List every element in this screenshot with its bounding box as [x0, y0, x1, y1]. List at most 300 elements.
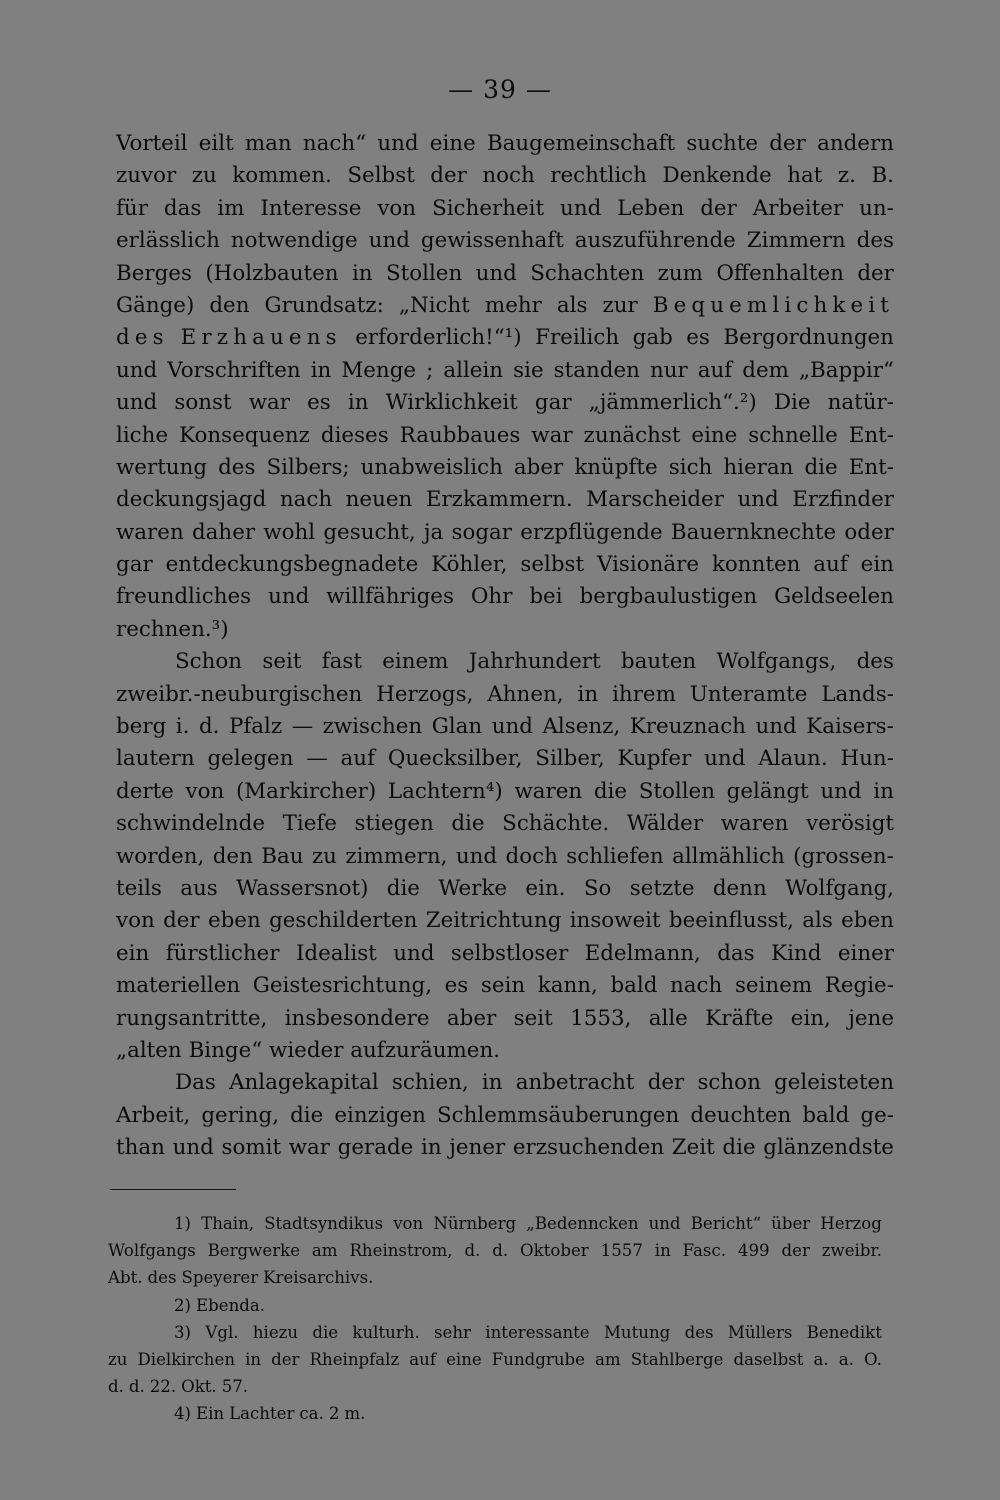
word: des — [684, 1322, 714, 1342]
word: der — [769, 131, 806, 156]
word: aber — [446, 1005, 497, 1031]
word: auf — [409, 1349, 437, 1369]
word: deckungsjagd — [116, 487, 267, 513]
word: seit — [513, 1005, 553, 1031]
word: O. — [863, 1349, 882, 1369]
word: dieses — [320, 422, 389, 448]
word: Regie- — [824, 973, 894, 999]
word: Hun- — [840, 746, 894, 772]
word: stiegen — [354, 811, 434, 837]
word: die — [312, 1322, 339, 1342]
word: Jahrhundert — [468, 649, 601, 675]
word: derte — [116, 778, 174, 804]
word: der — [857, 260, 894, 286]
word: Bau — [261, 843, 304, 869]
word: (Markircher) — [235, 778, 377, 804]
word: Arbeit, — [116, 1102, 191, 1128]
word: Kreisarchivs. — [263, 1268, 374, 1288]
word: zur — [602, 292, 638, 318]
word: Idealist — [295, 940, 377, 966]
footnote-line — [108, 1373, 882, 1400]
word: „alten — [116, 1037, 182, 1063]
word: anbetracht — [515, 1070, 635, 1096]
text-line — [116, 1003, 894, 1035]
text-line — [116, 679, 894, 711]
word: auf — [340, 746, 375, 772]
word: sonst — [174, 390, 232, 416]
word: in — [873, 778, 894, 804]
word: hieran — [723, 454, 794, 480]
word: schnelle — [748, 422, 838, 448]
word: seit — [262, 649, 302, 675]
word: andern — [817, 131, 894, 156]
word: Wolfgangs — [108, 1241, 196, 1261]
word: a. — [838, 1349, 854, 1369]
word: d. — [492, 1241, 509, 1261]
word: des — [856, 649, 894, 675]
word: — — [306, 746, 328, 772]
word: Rheinpfalz — [309, 1349, 400, 1369]
word: auf — [697, 357, 733, 383]
word: Ebenda. — [196, 1295, 266, 1315]
word: (Holzbauten — [205, 260, 339, 286]
word: natür- — [827, 390, 894, 416]
word: Benedikt — [806, 1322, 882, 1342]
word: der — [700, 195, 737, 221]
word: und — [560, 195, 602, 221]
word: seinem — [734, 973, 813, 999]
word: und — [491, 714, 533, 740]
word: ; — [426, 357, 434, 383]
word: 1557 — [600, 1241, 643, 1261]
word: gelängt — [726, 778, 809, 804]
word: waren — [720, 811, 789, 837]
word: Mutung — [603, 1322, 671, 1342]
word: Kaisers- — [806, 714, 894, 740]
word: Lachtern⁴) — [387, 778, 503, 804]
word: Gänge) — [116, 292, 195, 318]
word: Bauernknechte — [670, 519, 837, 545]
word: Quecksilber, — [387, 746, 523, 772]
word: Geldseelen — [774, 584, 894, 610]
word: die — [593, 778, 628, 804]
text-line — [116, 1067, 894, 1099]
word: erzsuchenden — [512, 1135, 665, 1161]
word: waren — [116, 519, 184, 545]
word: worden, — [116, 843, 205, 869]
word: d. — [108, 1377, 124, 1397]
word: beeinflusst, — [668, 908, 794, 934]
word: than — [116, 1135, 165, 1161]
word: kann, — [537, 973, 598, 999]
word: Dielkirchen — [137, 1349, 236, 1369]
word: zweibr.-neuburgischen — [116, 681, 363, 707]
word: den — [212, 843, 253, 869]
word: der — [647, 1070, 685, 1096]
word: und — [475, 260, 517, 286]
word: entdeckungsbegnadete — [165, 552, 419, 578]
word: und — [116, 357, 158, 383]
word: geleisteten — [774, 1070, 894, 1096]
word: schien, — [391, 1070, 469, 1096]
word: nach — [670, 973, 723, 999]
word: Grundsatz: — [264, 292, 384, 318]
word: in — [347, 390, 369, 416]
word: Köhler, — [431, 552, 508, 578]
word: „jämmerlich“.²) — [588, 390, 757, 416]
word: schon — [697, 1070, 761, 1096]
word: Vorteil — [116, 131, 188, 156]
word: Menge — [341, 357, 417, 383]
word: und — [377, 131, 419, 156]
word: 1553, — [570, 1005, 632, 1031]
word: Stahlberge — [630, 1349, 724, 1369]
word: mehr — [484, 292, 542, 318]
word: selbst — [520, 552, 585, 578]
word: 1) — [174, 1214, 192, 1233]
word: ca. — [299, 1404, 324, 1424]
word: des — [147, 1268, 177, 1288]
word: Vgl. — [205, 1322, 239, 1342]
word: Herzogs, — [376, 681, 474, 707]
text-line — [116, 193, 894, 225]
text-line — [116, 1035, 894, 1067]
word: im — [217, 195, 245, 221]
word: ein. — [525, 875, 566, 901]
text-line — [116, 1132, 894, 1164]
word: ja — [423, 519, 444, 545]
word: sie — [513, 357, 544, 383]
word: Speyerer — [181, 1268, 259, 1288]
word: verösigt — [806, 811, 894, 837]
word: am — [311, 1241, 338, 1261]
word: in — [351, 260, 373, 286]
word: 2) — [174, 1295, 192, 1315]
word: sogar — [451, 519, 513, 545]
word: zweibr. — [821, 1241, 882, 1261]
word: Sicherheit — [432, 195, 545, 221]
text-line — [116, 517, 894, 549]
text-line — [116, 258, 894, 290]
word: eben — [841, 908, 894, 934]
word: d. — [198, 714, 220, 740]
word: war — [288, 1135, 330, 1161]
word: gar — [116, 552, 153, 578]
word: eine — [429, 131, 476, 156]
text-line — [116, 873, 894, 905]
word: suchte — [686, 131, 759, 156]
word: 2 — [328, 1404, 340, 1424]
text-line — [116, 614, 894, 646]
word: rechtlich — [550, 163, 647, 189]
word: Schlemmsäuberungen — [437, 1102, 680, 1128]
word: gar — [534, 390, 572, 416]
word: von — [185, 778, 225, 804]
word: Bergordnungen — [723, 325, 894, 351]
word: willfähriges — [326, 584, 454, 610]
word: Ahnen, — [487, 681, 564, 707]
word: einzigen — [334, 1102, 426, 1128]
word: von — [393, 1214, 424, 1233]
text-line — [116, 1100, 894, 1132]
word: interessante — [485, 1322, 590, 1342]
body-text — [116, 128, 894, 1165]
word: Freilich — [535, 325, 620, 351]
word: waren — [514, 778, 583, 804]
word: die — [386, 875, 420, 901]
word: allein — [443, 357, 504, 383]
word: Ein — [196, 1404, 225, 1424]
word: Stadtsyndikus — [264, 1214, 384, 1233]
word: eine — [691, 422, 738, 448]
word: für — [116, 195, 148, 221]
word: standen — [553, 357, 640, 383]
word: der — [163, 908, 200, 934]
word: Alsenz, — [542, 714, 621, 740]
word: Glan — [431, 714, 483, 740]
word: schwindelnde — [116, 811, 265, 837]
word: wieder — [269, 1037, 344, 1063]
word: man — [244, 131, 292, 156]
word: Wälder — [626, 811, 704, 837]
word: bauten — [620, 649, 697, 675]
word: Ent- — [848, 422, 894, 448]
word: bergbaulustigen — [579, 584, 758, 610]
word: a. — [813, 1349, 829, 1369]
footnote-line — [108, 1210, 882, 1237]
word: Kind — [771, 940, 822, 966]
word: jene — [848, 1005, 894, 1031]
word: zimmern, — [345, 843, 448, 869]
word: jener — [449, 1135, 506, 1161]
word: Berges — [116, 260, 192, 286]
word: eben — [207, 908, 261, 934]
word: z. — [837, 163, 856, 189]
word: Bericht“ — [690, 1214, 762, 1233]
word: und — [820, 778, 862, 804]
word: aus — [180, 875, 218, 901]
word: denn — [712, 875, 767, 901]
word: erzpflügende — [520, 519, 663, 545]
word: konnten — [711, 552, 801, 578]
word: Stollen — [638, 778, 715, 804]
word: Denkende — [662, 163, 772, 189]
word: Zeitrichtung — [425, 908, 562, 934]
word: zunächst — [583, 422, 681, 448]
word: Kräfte — [705, 1005, 774, 1031]
footnote-line — [108, 1264, 882, 1291]
word: Ent- — [848, 454, 894, 480]
word: Raubbaues — [399, 422, 521, 448]
word: war — [531, 422, 573, 448]
word: nach — [279, 487, 333, 513]
word: es — [444, 973, 469, 999]
word: Anlagekapital — [229, 1070, 379, 1096]
word: d. — [464, 1241, 481, 1261]
word: das — [163, 195, 202, 221]
word: Binge“ — [188, 1037, 263, 1063]
word: ein, — [790, 1005, 831, 1031]
text-line — [116, 225, 894, 257]
word: und — [704, 746, 746, 772]
word: „Bappir“ — [798, 357, 894, 383]
word: d. — [128, 1377, 145, 1397]
word: Thain, — [201, 1214, 255, 1233]
word: Offenhalten — [716, 260, 844, 286]
word: 499 — [737, 1241, 770, 1261]
word: Wolfgangs, — [716, 649, 837, 675]
word: Wassersnot) — [236, 875, 369, 901]
word: nur — [649, 357, 688, 383]
word: daselbst — [733, 1349, 804, 1369]
word: Zimmern — [746, 228, 846, 254]
word: sehr — [434, 1322, 471, 1342]
footnotes — [108, 1210, 882, 1428]
footnote-line — [108, 1237, 882, 1264]
word: zu — [108, 1349, 128, 1369]
word: Lands- — [821, 681, 894, 707]
word: aufzuräumen. — [350, 1037, 501, 1063]
text-line — [116, 808, 894, 840]
word: materiellen — [116, 973, 241, 999]
word: Okt. — [181, 1377, 217, 1397]
page-number: — 39 — — [448, 75, 552, 104]
text-line — [116, 938, 894, 970]
word: hiezu — [252, 1322, 299, 1342]
word: von — [116, 908, 155, 934]
word: daher — [191, 519, 256, 545]
footnote-line — [108, 1400, 882, 1427]
word: auszuführende — [574, 228, 736, 254]
word: und — [393, 940, 435, 966]
word: schliefen — [566, 843, 664, 869]
text-line — [116, 646, 894, 678]
word: Stollen — [385, 260, 463, 286]
word: Konsequenz — [179, 422, 310, 448]
word: notwendige — [230, 228, 358, 254]
word: aber — [513, 454, 564, 480]
word: 57. — [221, 1377, 249, 1397]
word: Rheinstrom, — [349, 1241, 453, 1261]
footnote-line — [108, 1292, 882, 1319]
word: teils — [116, 875, 162, 901]
word: wertung — [116, 454, 208, 480]
word: deuchten — [690, 1102, 792, 1128]
word: in — [245, 1349, 262, 1369]
word: Die — [773, 390, 811, 416]
text-line — [116, 322, 894, 354]
word: einer — [837, 940, 894, 966]
word: Selbst — [347, 163, 415, 189]
word: Silbers; — [266, 454, 350, 480]
word: B. — [871, 163, 894, 189]
word: geschilderten — [269, 908, 418, 934]
word: Wirklichkeit — [385, 390, 518, 416]
word: Schächte. — [502, 811, 610, 837]
word: ein — [116, 940, 150, 966]
word: gerade — [337, 1135, 414, 1161]
text-line — [116, 711, 894, 743]
word: knüpfte — [574, 454, 658, 480]
word: noch — [482, 163, 535, 189]
word: — — [291, 714, 314, 740]
word: gelegen — [207, 746, 294, 772]
word: fürstlicher — [165, 940, 280, 966]
word: zuvor — [116, 163, 177, 189]
word: als — [802, 908, 833, 934]
word: So — [583, 875, 612, 901]
word: Wolfgang, — [785, 875, 894, 901]
word: dem — [742, 357, 789, 383]
word: nach“ — [302, 131, 367, 156]
word: Baugemeinschaft — [486, 131, 676, 156]
word: allmählich — [672, 843, 785, 869]
word: zwischen — [322, 714, 423, 740]
word: insoweit — [569, 908, 661, 934]
text-line — [116, 420, 894, 452]
word: es — [307, 390, 331, 416]
word: „Nicht — [398, 292, 470, 318]
word: gewissenhaft — [420, 228, 564, 254]
word: rechnen.³) — [116, 616, 229, 642]
word: der — [271, 1349, 300, 1369]
word: der — [781, 1241, 810, 1261]
word: Alaun. — [758, 746, 828, 772]
emphasized-word: des Erzhauens — [116, 325, 342, 351]
text-line — [116, 549, 894, 581]
word: Fundgrube — [491, 1349, 585, 1369]
word: kommen. — [232, 163, 332, 189]
word: Kreuznach — [629, 714, 746, 740]
text-line — [116, 484, 894, 516]
word: und — [455, 843, 498, 869]
word: in — [481, 1070, 503, 1096]
word: zu — [311, 843, 337, 869]
word: ihrem — [612, 681, 676, 707]
word: Kupfer — [617, 746, 692, 772]
word: erforderlich!“¹) — [355, 325, 522, 351]
word: sich — [668, 454, 713, 480]
word: eilt — [198, 131, 234, 156]
word: alle — [648, 1005, 688, 1031]
word: und — [172, 1135, 214, 1161]
word: ein — [860, 552, 894, 578]
word: Tiefe — [282, 811, 337, 837]
word: die — [804, 454, 838, 480]
word: neuen — [345, 487, 413, 513]
word: glänzendste — [763, 1135, 894, 1161]
word: bald — [802, 1102, 850, 1128]
word: des — [856, 228, 894, 254]
word: der — [430, 163, 467, 189]
word: eine — [446, 1349, 482, 1369]
word: die — [451, 811, 485, 837]
text-line — [116, 128, 894, 160]
word: lautern — [116, 746, 195, 772]
text-line — [116, 970, 894, 1002]
word: bald — [610, 973, 658, 999]
word: in — [577, 681, 599, 707]
word: ge- — [860, 1102, 894, 1128]
word: berg — [116, 714, 167, 740]
word: Schon — [175, 649, 243, 675]
word: des — [218, 454, 256, 480]
word: 3) — [174, 1322, 192, 1342]
word: rungsantritte, — [116, 1005, 268, 1031]
footnote-line — [108, 1319, 882, 1346]
word: Vorschriften — [167, 357, 301, 383]
word: Werke — [438, 875, 508, 901]
